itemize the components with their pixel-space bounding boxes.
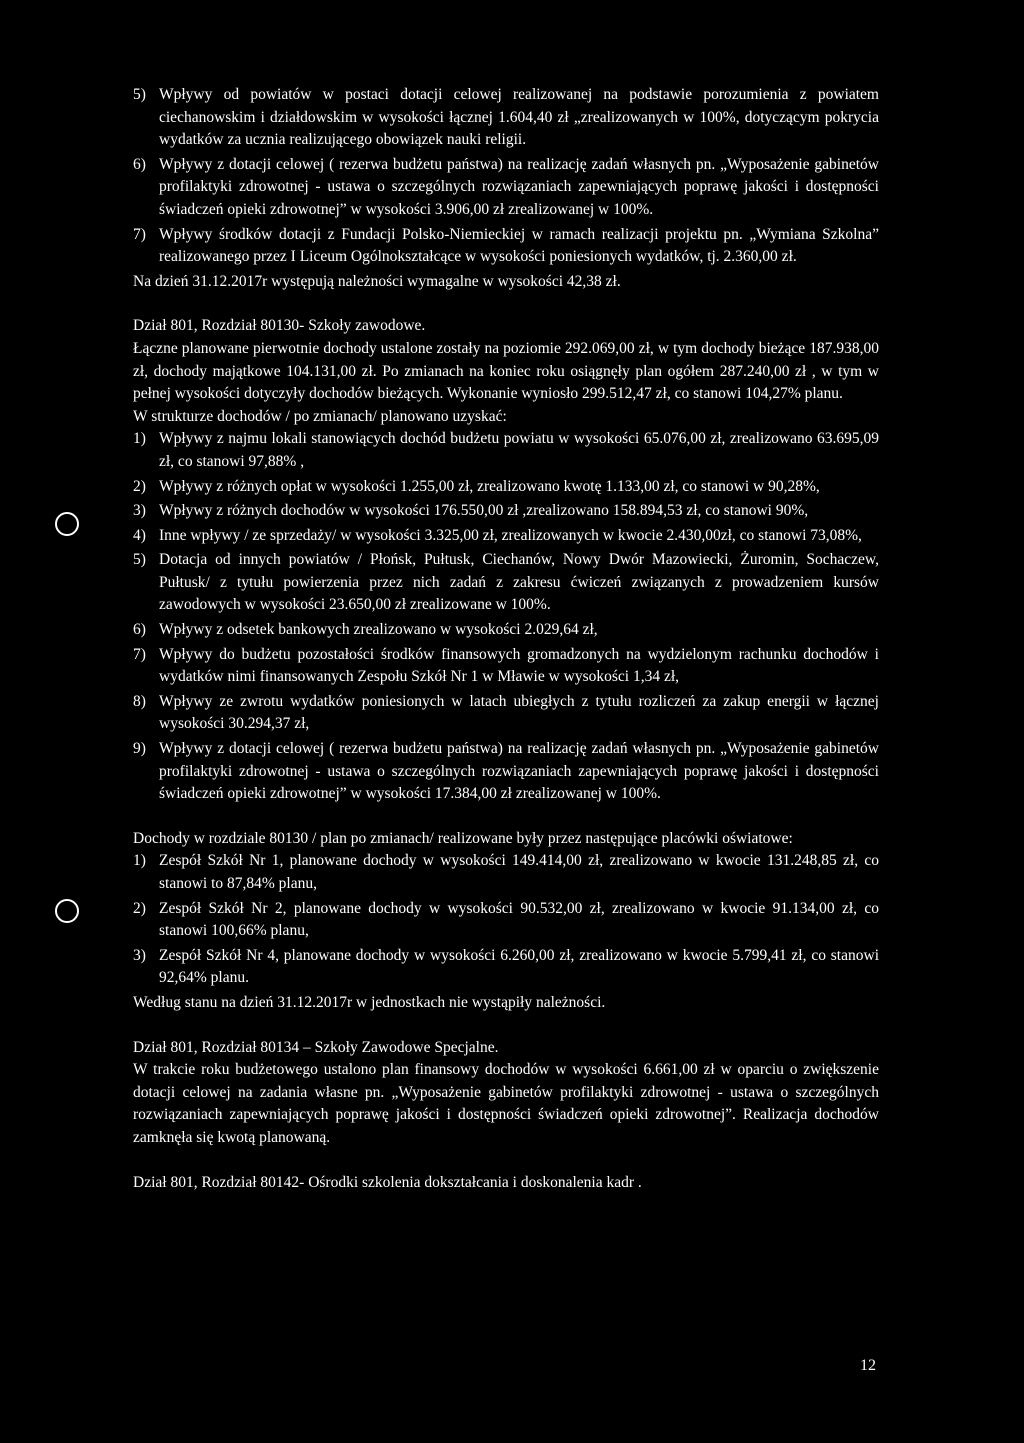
list-item	[133, 84, 879, 152]
list-item	[133, 644, 879, 689]
list-number: 7)	[133, 225, 146, 243]
list-text: Zespół Szkół Nr 1, planowane dochody w wysokości 149.414,00 zł, zrealizowano w kwocie 131.248,85 zł, co stanowi to 87,84% planu,	[159, 852, 879, 892]
punch-hole-upper	[55, 512, 79, 536]
list-number: 3)	[133, 502, 146, 520]
section-heading: Dział 801, Rozdział 80134 – Szkoły Zawodowe Specjalne.	[133, 1038, 499, 1056]
list-text: Zespół Szkół Nr 4, planowane dochody w wysokości 6.260,00 zł, zrealizowano w kwocie 5.799,41 zł, co stanowi 92,64% planu.	[159, 946, 879, 987]
list-text: Wpływy z dotacji celowej ( rezerwa budżetu państwa) na realizację zadań własnych pn. „Wyposażenie gabinetów profilaktyki zdrowotnej - ustawa o szczególnych rozwiązaniach zapewniających poprawę jakości i dostępności świadczeń opieki zdrowotnej” w wysokości 3.906,00 zł zrealizowanej w 100%.	[159, 155, 879, 218]
list-text: Wpływy z różnych dochodów w wysokości 176.550,00 zł ,zrealizowano 158.894,53 zł, co stanowi 90%,	[159, 502, 809, 520]
list-text: Zespół Szkół Nr 2, planowane dochody w wysokości 90.532,00 zł, zrealizowano w kwocie 91.134,00 zł, co stanowi 100,66% planu,	[159, 899, 879, 940]
list-number: 5)	[133, 551, 146, 569]
list-number: 4)	[133, 526, 146, 544]
list-number: 6)	[133, 155, 146, 173]
list-text: Wpływy z najmu lokali stanowiących dochód budżetu powiatu w wysokości 65.076,00 zł, zrealizowano 63.695,09 zł, co stanowi 97,88% ,	[159, 430, 879, 470]
list-number: 7)	[133, 645, 146, 663]
section-intro: Łączne planowane pierwotnie dochody ustalone zostały na poziomie 292.069,00 zł, w tym dochody bieżące 187.938,00 zł, dochody majątkowe 104.131,00 zł. Po zmianach na koniec roku osiągnęły plan ogółem 287.240,00 zł , w tym w pełnej wysokości dotyczyły dochodów bieżących. Wykonanie wyniosło 299.512,47 zł, co stanowi 104,27% planu.	[133, 339, 879, 403]
section-body: W trakcie roku budżetowego ustalono plan finansowy dochodów w wysokości 6.661,00 zł w oparciu o zwiększenie dotacji celowej na zadania własne pn. „Wyposażenie gabinetów profilaktyki zdrowotnej - ustawa o szczególnych rozwiązaniach zapewniających poprawę jakości i dostępności świadczeń opieki zdrowotnej”. Realizacja dochodów zamknęła się kwotą planowaną.	[133, 1061, 879, 1146]
section-heading: Dział 801, Rozdział 80142- Ośrodki szkolenia dokształcania i doskonalenia kadr .	[133, 1173, 642, 1191]
list-number: 1)	[133, 852, 146, 870]
list-item	[133, 525, 879, 548]
list-number: 3)	[133, 946, 146, 964]
list-item	[133, 619, 879, 642]
list-text: Wpływy z dotacji celowej ( rezerwa budżetu państwa) na realizację zadań własnych pn. „Wyposażenie gabinetów profilaktyki zdrowotnej - ustawa o szczególnych rozwiązaniach zapewniających poprawę jakości i dostępności świadczeń opieki zdrowotnej” w wysokości 17.384,00 zł zrealizowanej w 100%.	[159, 740, 879, 803]
list-item	[133, 549, 879, 617]
punch-hole-lower	[55, 899, 79, 923]
list-item	[133, 898, 879, 943]
list-number: 2)	[133, 477, 146, 495]
list-text: Dotacja od innych powiatów / Płońsk, Pułtusk, Ciechanów, Nowy Dwór Mazowiecki, Żuromin, Sochaczew, Pułtusk/ z tytułu powierzenia przez nich zadań z zakresu ćwiczeń związanych z prowadzeniem kursów zawodowych w wysokości 23.650,00 zł zrealizowane w 100%.	[159, 551, 879, 614]
list-text: Wpływy do budżetu pozostałości środków finansowych gromadzonych na wydzielonym rachunku dochodów i wydatków nimi finansowanych Zespołu Szkół Nr 1 w Mławie w wysokości 1,34 zł,	[159, 645, 879, 686]
list-item	[133, 691, 879, 736]
list-text: Inne wpływy / ze sprzedaży/ w wysokości 3.325,00 zł, zrealizowanych w kwocie 2.430,00zł, co stanowi 73,08%,	[159, 526, 862, 544]
list-item	[133, 428, 879, 473]
list-number: 1)	[133, 430, 146, 448]
list-item	[133, 476, 879, 499]
list-text: Wpływy z różnych opłat w wysokości 1.255,00 zł, zrealizowano kwotę 1.133,00 zł, co stanowi w 90,28%,	[159, 477, 820, 495]
receivables-note: Według stanu na dzień 31.12.2017r w jednostkach nie wystąpiły należności.	[133, 993, 606, 1011]
list-number: 2)	[133, 899, 146, 917]
section-intro: Dochody w rozdziale 80130 / plan po zmianach/ realizowane były przez następujące placówki oświatowe:	[133, 829, 793, 847]
list-text: Wpływy ze zwrotu wydatków poniesionych w latach ubiegłych z tytułu rozliczeń za zakup energii w łącznej wysokości 30.294,37 zł,	[159, 692, 879, 733]
list-item	[133, 945, 879, 990]
list-number: 8)	[133, 692, 146, 710]
list-item	[133, 850, 879, 895]
list-item	[133, 224, 879, 269]
receivables-note: Na dzień 31.12.2017r występują należności wymagalne w wysokości 42,38 zł.	[133, 272, 621, 290]
document-body	[133, 84, 879, 1194]
list-text: Wpływy z odsetek bankowych zrealizowano w wysokości 2.029,64 zł,	[159, 621, 598, 639]
list-number: 5)	[133, 86, 146, 103]
list-item	[133, 500, 879, 523]
page-number: 12	[860, 1357, 876, 1374]
list-item	[133, 154, 879, 222]
list-text: Wpływy od powiatów w postaci dotacji celowej realizowanej na podstawie porozumienia z powiatem ciechanowskim i działdowskim w wysokości łącznej 1.604,40 zł „zrealizowanych w 100%, dotyczącym pokrycia wydatków za ucznia realizującego obowiązek nauki religii.	[159, 86, 879, 149]
list-number: 9)	[133, 740, 146, 758]
list-item	[133, 738, 879, 806]
section-heading: Dział 801, Rozdział 80130- Szkoły zawodowe.	[133, 317, 426, 335]
structure-label: W strukturze dochodów / po zmianach/ planowano uzyskać:	[133, 407, 507, 425]
list-number: 6)	[133, 621, 146, 639]
list-text: Wpływy środków dotacji z Fundacji Polsko-Niemieckiej w ramach realizacji projektu pn. „Wymiana Szkolna” realizowanego przez I Liceum Ogólnokształcące w wysokości poniesionych wydatków, tj. 2.360,00 zł.	[159, 225, 879, 266]
